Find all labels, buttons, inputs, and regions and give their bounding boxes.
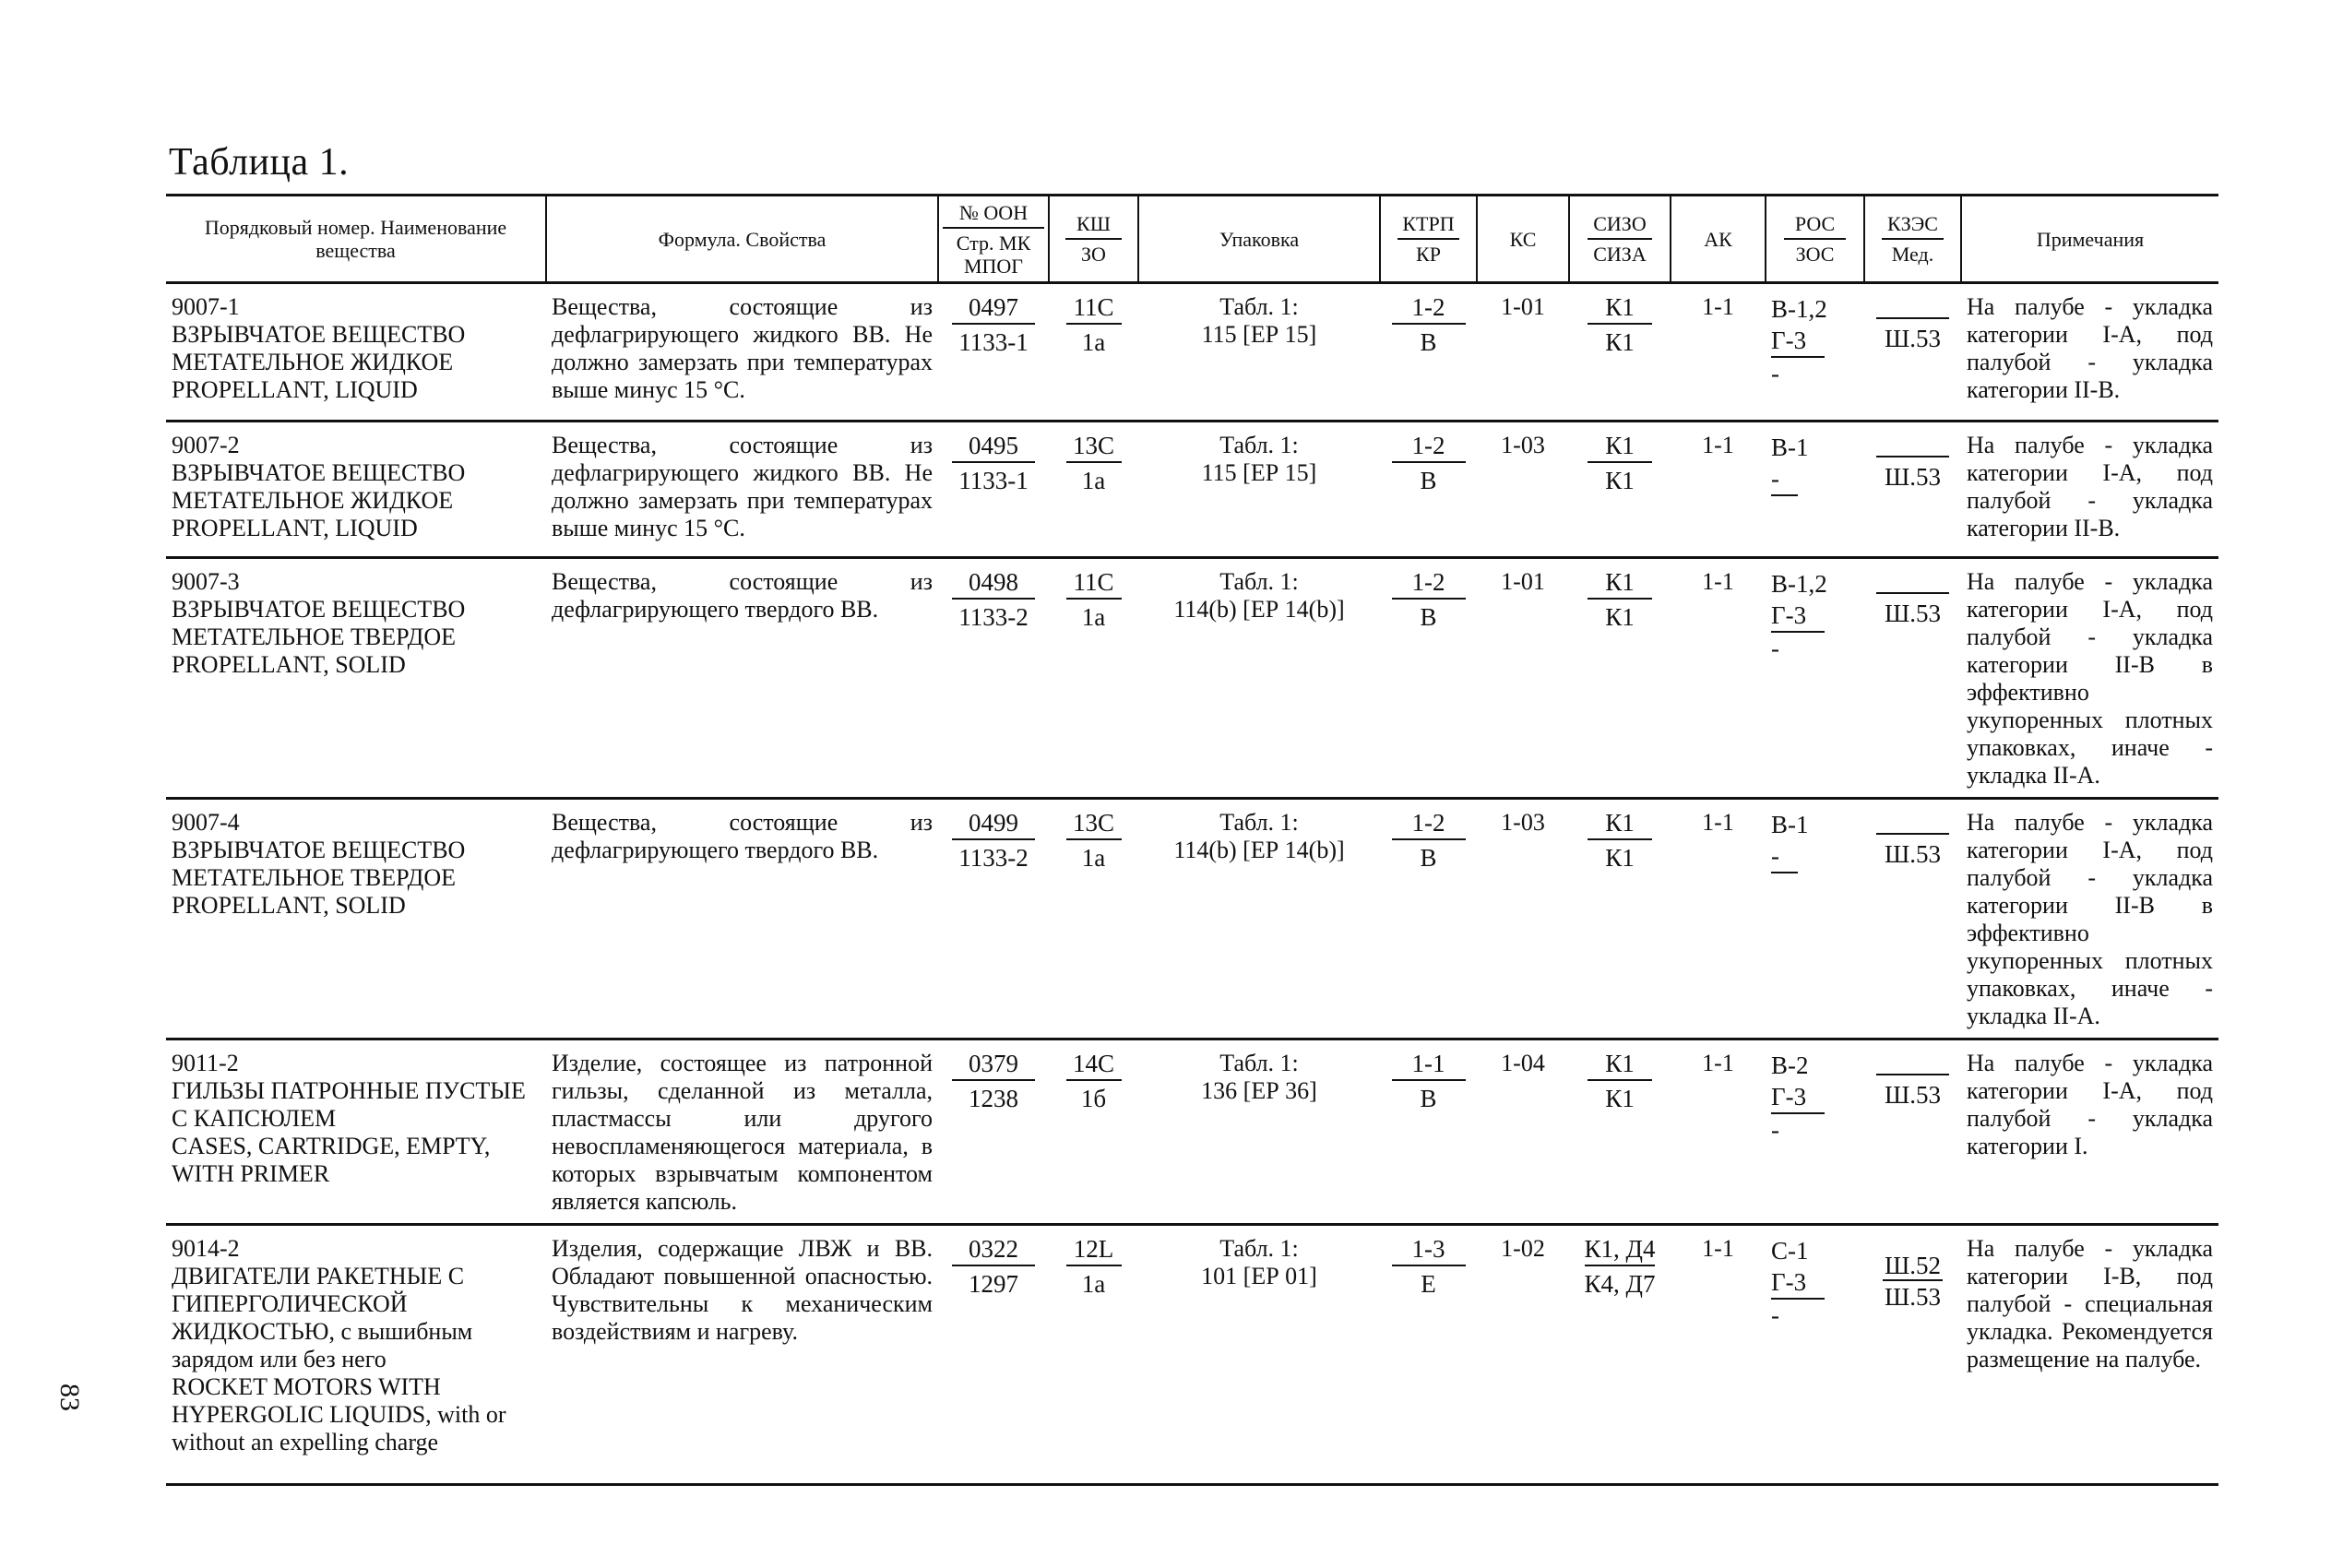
ksh-cell <box>1049 558 1138 799</box>
header-kzes <box>1864 196 1961 283</box>
ros-cell <box>1766 283 1864 422</box>
oon-number: 0499 <box>952 809 1035 840</box>
kr-value: Е <box>1421 1270 1436 1298</box>
header-ros-top: РОС <box>1784 212 1847 240</box>
serial-number: 9007-2 <box>172 432 240 458</box>
kzes-value <box>1876 568 1949 594</box>
ks-cell: 1-01 <box>1477 283 1569 422</box>
header-kzes-top: КЗЭС <box>1882 212 1944 240</box>
substance-name-ru: ВЗРЫВЧАТОЕ ВЕЩЕСТВО МЕТАТЕЛЬНОЕ ТВЕРДОЕ <box>172 837 466 891</box>
kzes-value <box>1876 1050 1949 1075</box>
ros-value-3: - <box>1771 1116 1779 1144</box>
siza-value: К4, Д7 <box>1584 1270 1656 1298</box>
notes-cell: На палубе - укладка категории I-A, под палубой - укладка категории II-В. <box>1961 283 2218 422</box>
ak-cell: 1-1 <box>1671 283 1766 422</box>
substance-cell <box>166 1225 546 1485</box>
packaging-cell <box>1138 1225 1380 1485</box>
substance-name-ru: ВЗРЫВЧАТОЕ ВЕЩЕСТВО МЕТАТЕЛЬНОЕ ТВЕРДОЕ <box>172 596 466 650</box>
oon-number: 0379 <box>952 1050 1035 1081</box>
ros-cell <box>1766 558 1864 799</box>
header-sizo-top: СИЗО <box>1588 212 1652 240</box>
oon-cell <box>938 558 1049 799</box>
mk-page: 1133-1 <box>958 467 1029 494</box>
ros-value-2: Г-3 <box>1771 325 1825 358</box>
ktrp-value: 1-2 <box>1392 293 1466 325</box>
ksh-value: 13С <box>1066 432 1122 463</box>
ros-value-3: - <box>1771 635 1779 662</box>
substance-cell <box>166 558 546 799</box>
ros-value-1: В-1,2 <box>1771 570 1827 598</box>
ktrp-value: 1-1 <box>1392 1050 1466 1081</box>
notes-cell: На палубе - укладка категории I-A, под палубой - укладка категории I. <box>1961 1039 2218 1225</box>
siza-value: К1 <box>1605 1085 1635 1112</box>
ros-value-2: Г-3 <box>1771 1266 1825 1300</box>
header-ksh-bottom: ЗО <box>1081 243 1106 266</box>
ak-cell: 1-1 <box>1671 1225 1766 1485</box>
properties-cell: Изделие, состоящее из патронной гильзы, сделанной из металла, пластмассы или другого невоспламеняющегося материала, в которых взрывчатым компонентом является капсюль. <box>546 1039 938 1225</box>
packaging-table: Табл. 1: <box>1219 568 1299 595</box>
oon-number: 0497 <box>952 293 1035 325</box>
zo-value: 1а <box>1081 603 1106 631</box>
ros-value-2: - <box>1771 463 1798 496</box>
sizo-cell <box>1569 799 1671 1039</box>
header-ksh-top: КШ <box>1065 212 1122 240</box>
packaging-table: Табл. 1: <box>1219 809 1299 836</box>
ks-cell: 1-02 <box>1477 1225 1569 1485</box>
ksh-cell <box>1049 1225 1138 1485</box>
packaging-cell <box>1138 1039 1380 1225</box>
oon-cell <box>938 283 1049 422</box>
table-row <box>166 422 2218 558</box>
ros-value-1: В-1,2 <box>1771 295 1827 323</box>
substance-cell <box>166 422 546 558</box>
med-value: Ш.53 <box>1885 840 1941 868</box>
serial-number: 9014-2 <box>172 1235 240 1262</box>
header-ros-bottom: ЗОС <box>1795 243 1835 266</box>
properties-cell: Вещества, состоящие из дефлагрирующего жидкого ВВ. Не должно замерзать при температурах выше минус 15 °С. <box>546 283 938 422</box>
ktrp-cell <box>1380 422 1477 558</box>
sizo-cell <box>1569 1039 1671 1225</box>
kr-value: В <box>1420 467 1437 494</box>
substance-name-en: PROPELLANT, SOLID <box>172 892 406 919</box>
ros-value-2: Г-3 <box>1771 1081 1825 1114</box>
ros-value-1: В-1 <box>1771 811 1809 838</box>
substance-cell <box>166 799 546 1039</box>
packaging-table: Табл. 1: <box>1219 432 1299 458</box>
zo-value: 1а <box>1081 467 1106 494</box>
header-oon-top: № ООН <box>943 201 1044 229</box>
kzes-cell <box>1864 799 1961 1039</box>
oon-number: 0498 <box>952 568 1035 600</box>
siza-value: К1 <box>1605 328 1635 356</box>
ktrp-cell <box>1380 799 1477 1039</box>
mk-page: 1133-1 <box>958 328 1029 356</box>
header-kzes-bottom: Мед. <box>1891 243 1934 266</box>
ksh-value: 11С <box>1066 293 1122 325</box>
page-number: 83 <box>54 1384 85 1411</box>
ak-cell: 1-1 <box>1671 799 1766 1039</box>
header-name: Порядковый номер. Наименование вещества <box>166 196 546 283</box>
kzes-value: Ш.52 <box>1883 1252 1943 1281</box>
zo-value: 1а <box>1081 1270 1106 1298</box>
packaging-cell <box>1138 283 1380 422</box>
packaging-cell <box>1138 558 1380 799</box>
ak-cell: 1-1 <box>1671 1039 1766 1225</box>
packaging-cell <box>1138 422 1380 558</box>
ros-value-3: - <box>1771 360 1779 387</box>
oon-cell <box>938 1039 1049 1225</box>
ks-cell: 1-03 <box>1477 422 1569 558</box>
dangerous-goods-table <box>166 194 2218 1486</box>
sizo-value: К1 <box>1588 568 1652 600</box>
header-notes: Примечания <box>1961 196 2218 283</box>
oon-cell <box>938 799 1049 1039</box>
siza-value: К1 <box>1605 467 1635 494</box>
kzes-value <box>1876 432 1949 457</box>
ros-cell <box>1766 799 1864 1039</box>
header-pack: Упаковка <box>1138 196 1380 283</box>
kr-value: В <box>1420 328 1437 356</box>
header-oon <box>938 196 1049 283</box>
substance-name-ru: ДВИГАТЕЛИ РАКЕТНЫЕ С ГИПЕРГОЛИЧЕСКОЙ ЖИДКОСТЬЮ, с вышибным зарядом или без него <box>172 1263 473 1372</box>
packaging-ref: 101 [ЕР 01] <box>1201 1263 1317 1289</box>
sizo-value: К1 <box>1588 1050 1652 1081</box>
header-ak: АК <box>1671 196 1766 283</box>
substance-name-en: CASES, CARTRIDGE, EMPTY, WITH PRIMER <box>172 1133 491 1187</box>
kzes-cell <box>1864 558 1961 799</box>
ros-cell <box>1766 1225 1864 1485</box>
packaging-cell <box>1138 799 1380 1039</box>
properties-cell: Вещества, состоящие из дефлагрирующего твердого ВВ. <box>546 558 938 799</box>
ks-cell: 1-03 <box>1477 799 1569 1039</box>
sizo-value: К1 <box>1588 432 1652 463</box>
zo-value: 1а <box>1081 328 1106 356</box>
packaging-table: Табл. 1: <box>1219 1050 1299 1076</box>
ks-cell: 1-01 <box>1477 558 1569 799</box>
kzes-cell <box>1864 1039 1961 1225</box>
ros-cell <box>1766 1039 1864 1225</box>
ktrp-value: 1-2 <box>1392 568 1466 600</box>
zo-value: 1а <box>1081 844 1106 872</box>
header-ks: КС <box>1477 196 1569 283</box>
substance-name-en: PROPELLANT, LIQUID <box>172 376 418 403</box>
header-ktrp-bottom: КР <box>1416 243 1441 266</box>
ros-value-1: В-1 <box>1771 434 1809 461</box>
table-row <box>166 1225 2218 1485</box>
packaging-table: Табл. 1: <box>1219 293 1299 320</box>
header-sizo <box>1569 196 1671 283</box>
ros-cell <box>1766 422 1864 558</box>
serial-number: 9011-2 <box>172 1050 239 1076</box>
ktrp-cell <box>1380 1225 1477 1485</box>
ros-value-3: - <box>1771 1301 1779 1329</box>
kr-value: В <box>1420 603 1437 631</box>
oon-cell <box>938 1225 1049 1485</box>
ksh-value: 14С <box>1066 1050 1122 1081</box>
sizo-cell <box>1569 422 1671 558</box>
header-row <box>166 196 2218 283</box>
ksh-cell <box>1049 1039 1138 1225</box>
ktrp-value: 1-2 <box>1392 432 1466 463</box>
substance-name-ru: ГИЛЬЗЫ ПАТРОННЫЕ ПУСТЫЕ С КАПСЮЛЕМ <box>172 1077 526 1132</box>
oon-cell <box>938 422 1049 558</box>
sizo-value: К1 <box>1588 809 1652 840</box>
siza-value: К1 <box>1605 603 1635 631</box>
properties-cell: Вещества, состоящие из дефлагрирующего жидкого ВВ. Не должно замерзать при температурах выше минус 15 °С. <box>546 422 938 558</box>
sizo-cell <box>1569 283 1671 422</box>
mk-page: 1297 <box>969 1270 1018 1298</box>
kzes-value <box>1876 293 1949 319</box>
mk-page: 1238 <box>969 1085 1018 1112</box>
packaging-table: Табл. 1: <box>1219 1235 1299 1262</box>
ktrp-value: 1-3 <box>1392 1235 1466 1266</box>
kzes-cell <box>1864 283 1961 422</box>
header-formula: Формула. Свойства <box>546 196 938 283</box>
header-sizo-bottom: СИЗА <box>1593 243 1647 266</box>
med-value: Ш.53 <box>1885 1081 1941 1109</box>
ros-value-1: В-2 <box>1771 1051 1809 1079</box>
ak-cell: 1-1 <box>1671 558 1766 799</box>
kzes-cell <box>1864 1225 1961 1485</box>
sizo-value: К1, Д4 <box>1585 1235 1656 1266</box>
kzes-cell <box>1864 422 1961 558</box>
med-value: Ш.53 <box>1885 600 1941 627</box>
header-ksh <box>1049 196 1138 283</box>
packaging-ref: 115 [ЕР 15] <box>1201 459 1317 486</box>
ksh-cell <box>1049 422 1138 558</box>
substance-name-en: ROCKET MOTORS WITH HYPERGOLIC LIQUIDS, with or without an expelling charge <box>172 1373 506 1455</box>
ksh-value: 12L <box>1066 1235 1122 1266</box>
sizo-cell <box>1569 558 1671 799</box>
ak-cell: 1-1 <box>1671 422 1766 558</box>
ktrp-cell <box>1380 558 1477 799</box>
substance-name-ru: ВЗРЫВЧАТОЕ ВЕЩЕСТВО МЕТАТЕЛЬНОЕ ЖИДКОЕ <box>172 459 466 514</box>
notes-cell: На палубе - укладка категории I-A, под палубой - укладка категории II-В в эффективно укупоренных плотных упаковках, иначе - укладка II-А. <box>1961 558 2218 799</box>
kr-value: В <box>1420 1085 1437 1112</box>
mk-page: 1133-2 <box>958 844 1029 872</box>
properties-cell: Изделия, содержащие ЛВЖ и ВВ. Обладают повышенной опасностью. Чувствительны к механическим воздействиям и нагреву. <box>546 1225 938 1485</box>
substance-name-en: PROPELLANT, SOLID <box>172 651 406 678</box>
substance-cell <box>166 1039 546 1225</box>
packaging-ref: 136 [ЕР 36] <box>1201 1077 1317 1104</box>
properties-cell: Вещества, состоящие из дефлагрирующего твердого ВВ. <box>546 799 938 1039</box>
ktrp-cell <box>1380 283 1477 422</box>
notes-cell: На палубе - укладка категории I-A, под палубой - укладка категории II-В. <box>1961 422 2218 558</box>
mk-page: 1133-2 <box>958 603 1029 631</box>
med-value: Ш.53 <box>1885 463 1941 491</box>
table-row <box>166 1039 2218 1225</box>
substance-name-en: PROPELLANT, LIQUID <box>172 515 418 541</box>
sizo-value: К1 <box>1588 293 1652 325</box>
serial-number: 9007-3 <box>172 568 240 595</box>
header-ktrp <box>1380 196 1477 283</box>
packaging-ref: 114(b) [ЕР 14(b)] <box>1173 837 1345 863</box>
notes-cell: На палубе - укладка категории I-A, под палубой - укладка категории II-В в эффективно укупоренных плотных упаковках, иначе - укладка II-А. <box>1961 799 2218 1039</box>
ros-value-1: С-1 <box>1771 1237 1809 1265</box>
ktrp-cell <box>1380 1039 1477 1225</box>
zo-value: 1б <box>1080 1085 1107 1112</box>
ktrp-value: 1-2 <box>1392 809 1466 840</box>
substance-name-ru: ВЗРЫВЧАТОЕ ВЕЩЕСТВО МЕТАТЕЛЬНОЕ ЖИДКОЕ <box>172 321 466 375</box>
serial-number: 9007-1 <box>172 293 240 320</box>
ros-value-2: Г-3 <box>1771 600 1825 633</box>
table-row <box>166 283 2218 422</box>
ksh-cell <box>1049 799 1138 1039</box>
kzes-value <box>1876 809 1949 835</box>
substance-cell <box>166 283 546 422</box>
table-row <box>166 558 2218 799</box>
header-ktrp-top: КТРП <box>1397 212 1459 240</box>
header-ros <box>1766 196 1864 283</box>
med-value: Ш.53 <box>1885 1283 1941 1311</box>
siza-value: К1 <box>1605 844 1635 872</box>
ksh-cell <box>1049 283 1138 422</box>
med-value: Ш.53 <box>1885 325 1941 352</box>
packaging-ref: 114(b) [ЕР 14(b)] <box>1173 596 1345 623</box>
table-title: Таблица 1. <box>169 141 350 184</box>
oon-number: 0495 <box>952 432 1035 463</box>
header-oon-bottom: Стр. МК МПОГ <box>956 231 1031 278</box>
ksh-value: 11С <box>1066 568 1122 600</box>
kr-value: В <box>1420 844 1437 872</box>
table-row <box>166 799 2218 1039</box>
notes-cell: На палубе - укладка категории I-В, под палубой - специальная укладка. Рекомендуется размещение на палубе. <box>1961 1225 2218 1485</box>
oon-number: 0322 <box>952 1235 1035 1266</box>
packaging-ref: 115 [ЕР 15] <box>1201 321 1317 348</box>
ros-value-2: - <box>1771 840 1798 873</box>
sizo-cell <box>1569 1225 1671 1485</box>
ksh-value: 13С <box>1066 809 1122 840</box>
ks-cell: 1-04 <box>1477 1039 1569 1225</box>
serial-number: 9007-4 <box>172 809 240 836</box>
